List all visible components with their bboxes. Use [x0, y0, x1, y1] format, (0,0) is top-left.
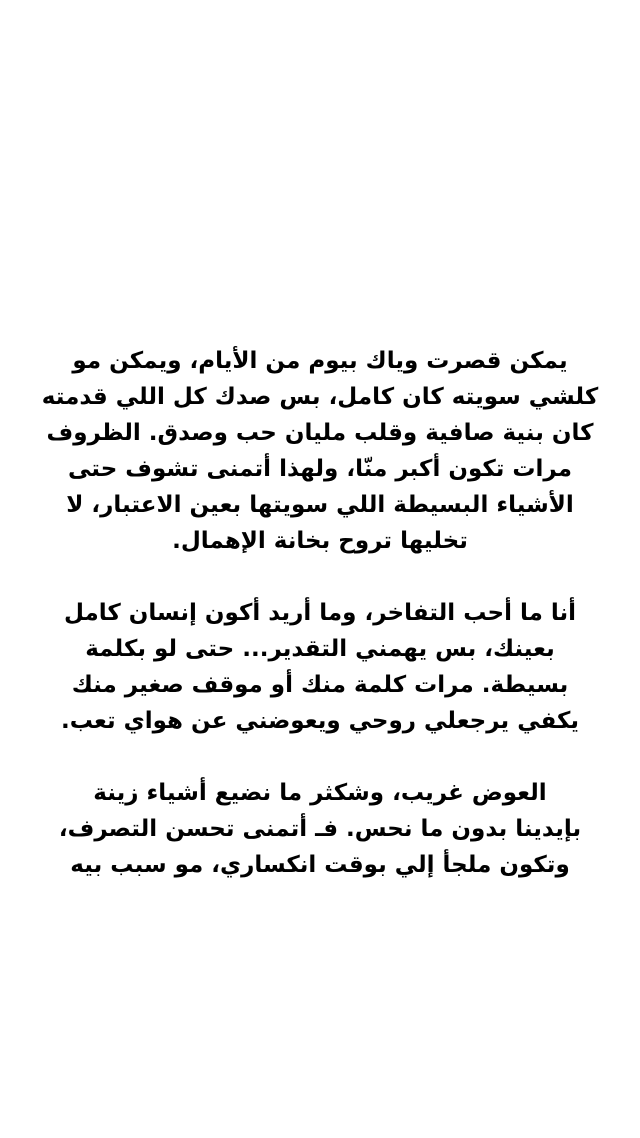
text-line: يكفي يرجعلي روحي ويعوضني عن هواي تعب.	[60, 708, 580, 734]
text-line: مرات تكون أكبر منّا، ولهذا أتمنى تشوف حتى	[68, 456, 572, 482]
text-line: بإيدينا بدون ما نحس. فـ أتمنى تحسن التصرف،	[58, 816, 582, 842]
text-line: بعينك، بس يهمني التقدير... حتى لو بكلمة	[85, 636, 555, 662]
text-line: كلشي سويته كان كامل، بس صدك كل اللي قدمته	[41, 384, 599, 410]
text-line: بسيطة. مرات كلمة منك أو موقف صغير منك	[71, 672, 569, 698]
text-line: يمكن قصرت وياك بيوم من الأيام، ويمكن مو	[72, 348, 568, 374]
paragraph-1	[30, 343, 610, 559]
text-line: أنا ما أحب التفاخر، وما أريد أكون إنسان كامل	[63, 600, 577, 626]
paragraph-2	[30, 595, 610, 739]
text-line: كان بنية صافية وقلب مليان حب وصدق. الظروف	[46, 420, 594, 446]
text-line: تخليها تروح بخانة الإهمال.	[172, 528, 468, 554]
text-line: الأشياء البسيطة اللي سويتها بعين الاعتبار، لا	[66, 492, 574, 518]
paragraph-3	[30, 775, 610, 883]
text-line: وتكون ملجأ إلي بوقت انكساري، مو سبب بيه	[70, 852, 570, 878]
story-text	[30, 343, 610, 883]
text-line: العوض غريب، وشكثر ما نضيع أشياء زينة	[93, 780, 547, 806]
